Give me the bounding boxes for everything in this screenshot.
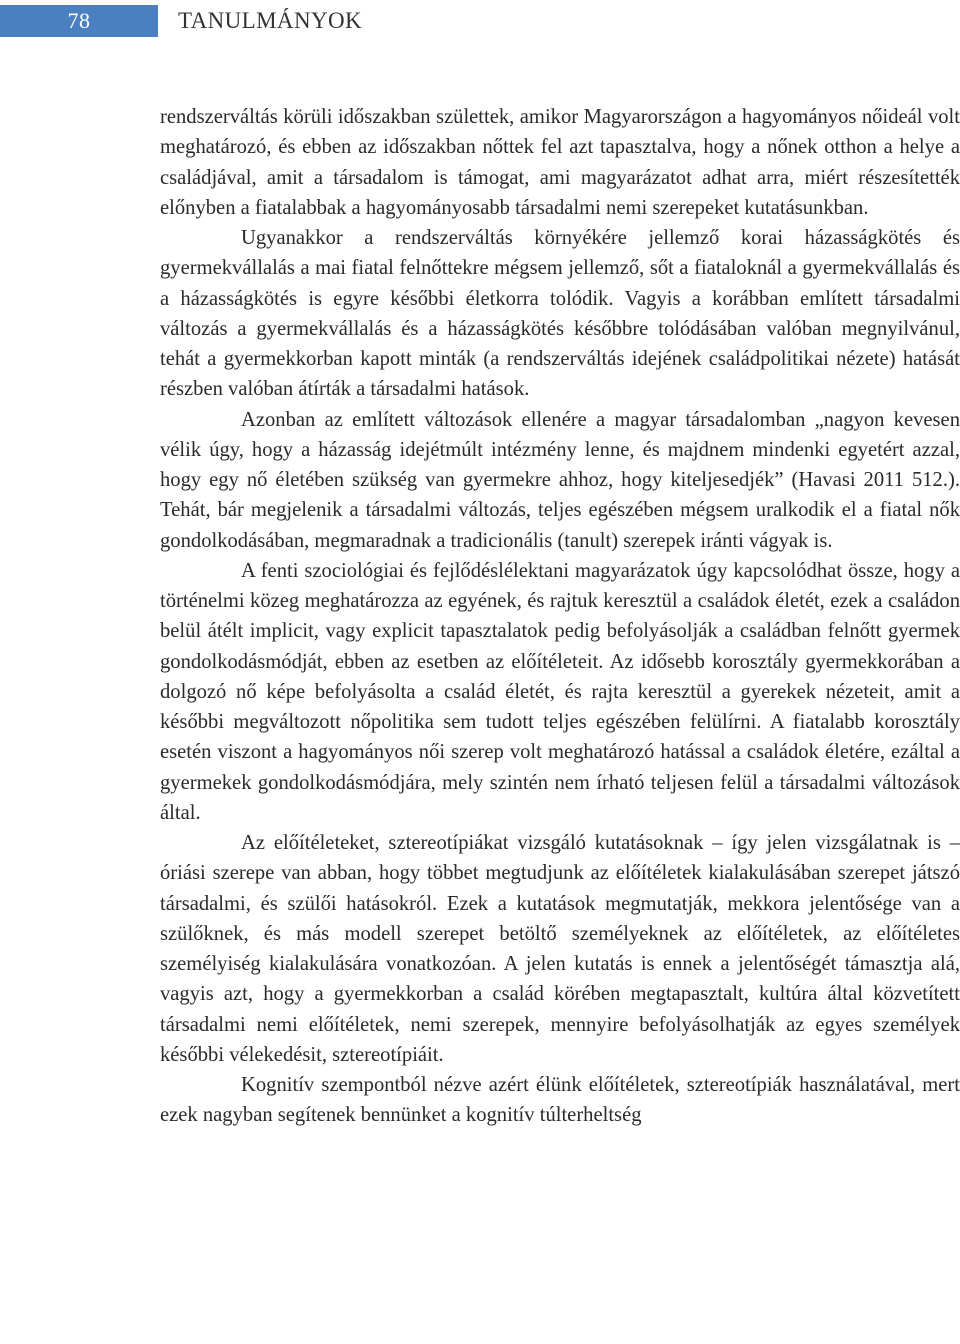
paragraph-continued: rendszerváltás körüli időszakban születtek, amikor Magyarországon a hagyományos nőideál volt meghatározó, és ebben az időszakban nőttek fel azt tapasztalva, hogy a nőnek otthon a helye a családjával, amit a társadalom is támogat, ami magyarázatot adhat arra, miért részesítették előnyben a fiatalabbak a hagyományosabb társadalmi nemi szerepeket kutatásunkban. (160, 106, 960, 219)
page-number: 78 (0, 5, 158, 37)
paragraph: Kognitív szempontból nézve azért élünk előítéletek, sztereotípiák használatával, mert ezek nagyban segítenek bennünket a kognitív túlterheltség (160, 1074, 960, 1127)
paragraph: Azonban az említett változások ellenére a magyar társadalomban „nagyon kevesen vélik úgy, hogy a házasság idejétmúlt intézmény lenne, és majdnem mindenki egyetért azzal, hogy egy nő életében szükség van gyermekre ahhoz, hogy kiteljesedjék” (Havasi 2011 512.). Tehát, bár megjelenik a társadalmi változás, teljes egészében mégsem uralkodik el a fiatal nők gondolkodásában, megmaradnak a tradicionális (tanult) szerepek iránti vágyak is. (160, 408, 960, 552)
page-header (0, 5, 960, 37)
paragraph: A fenti szociológiai és fejlődéslélektani magyarázatok úgy kapcsolódhat össze, hogy a történelmi közeg meghatározza az egyének, és rajtuk keresztül a családok életét, ezek a családon belül átélt implicit, vagy explicit tapasztalatok pedig befolyásolják a családban felnőtt gyermek gondolkodásmódját, ebben az esetben az előítéleteit. Az idősebb korosztály gyermekkorában a dolgozó nő képe befolyásolta a család életét, és rajta keresztül a gyerekek nézeteit, amit a későbbi megváltozott nőpolitika sem tudott teljes egészében felülírni. A fiatalabb korosztály esetén viszont a hagyományos női szerep volt meghatározó hatással a családok életére, ezáltal a gyermekek gondolkodásmódjára, mely szintén nem írható teljesen felül a társadalmi változások által. (160, 559, 960, 824)
section-title: TANULMÁNYOK (178, 8, 362, 33)
paragraph: Ugyanakkor a rendszerváltás környékére jellemző korai házasságkötés és gyermekvállalás a mai fiatal felnőttekre mégsem jellemző, sőt a fiataloknál a gyermekvállalás és a házasságkötés is egyre későbbi életkorra tolódik. Vagyis a korábban említett társadalmi változás a gyermekvállalás és a házasságkötés későbbre tolódásában valóban megnyilvánul, tehát a gyermekkorban kapott minták (a rendszerváltás idejének családpolitikai nézete) hatását részben valóban átírták a társadalmi hatások. (160, 227, 960, 401)
paragraph: Az előítéleteket, sztereotípiákat vizsgáló kutatásoknak – így jelen vizsgálatnak is – óriási szerepe van abban, hogy többet megtudjunk az előítéletek kialakulásában szerepet játszó társadalmi, és szülői hatásokról. Ezek a kutatások megmutatják, mekkora jelentősége van a szülőknek, és más modell szerepet betöltő személyeknek az előítéletek, az előítéletes személyiség kialakulására vonatkozóan. A jelen kutatás is ennek a jelentőségét támasztja alá, vagyis azt, hogy a gyermekkorban a család körében megtapasztalt, kultúra által közvetített társadalmi nemi előítéletek, nemi szerepek, mennyire befolyásolhatják az egyes személyek későbbi vélekedésit, sztereotípiáit. (160, 832, 960, 1066)
article-body (160, 102, 960, 1131)
